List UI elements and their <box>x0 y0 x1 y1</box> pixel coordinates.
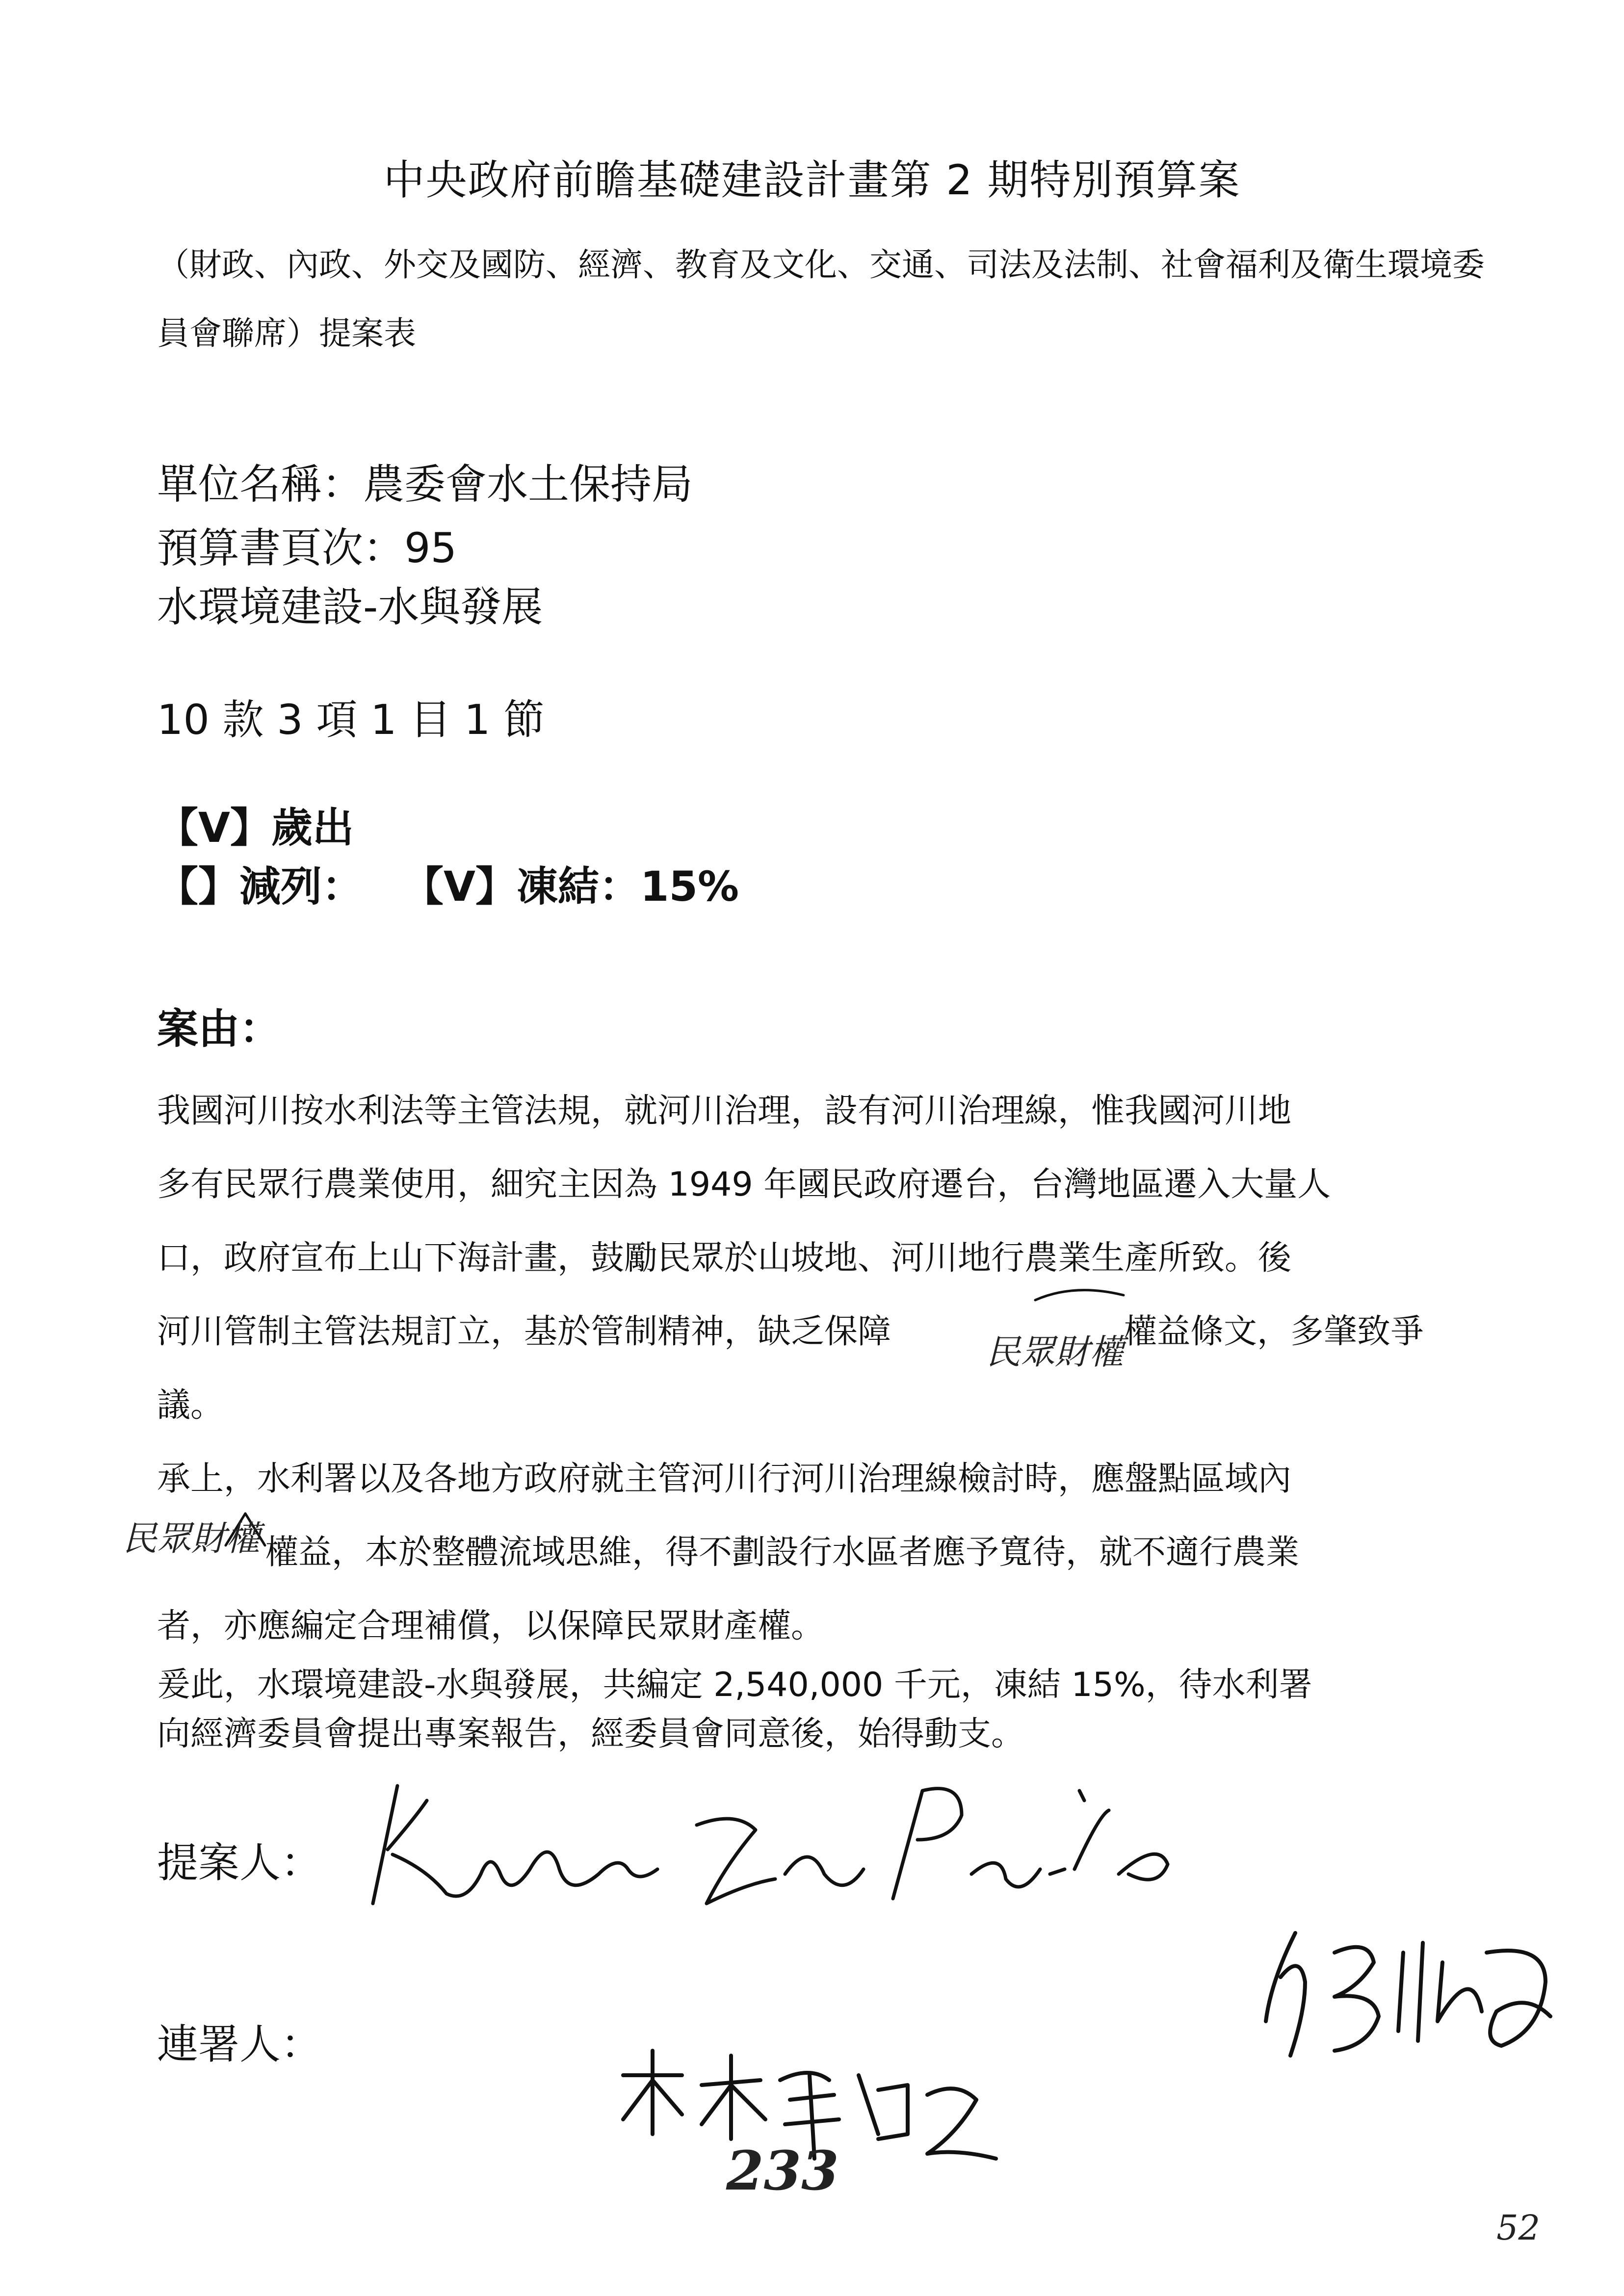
reason-line-4b: 權益條文，多肇致爭 <box>1124 1312 1424 1351</box>
document-title: 中央政府前瞻基礎建設計畫第 2 期特別預算案 <box>383 156 1241 204</box>
handwritten-insert-2: 民眾財權 <box>123 1518 260 1559</box>
reason-line-4a: 河川管制主管法規訂立，基於管制精神，缺乏保障 <box>157 1312 891 1351</box>
budget-page: 預算書頁次：95 <box>157 524 457 572</box>
reason-line-5: 議。 <box>157 1386 224 1425</box>
cosigner-label: 連署人： <box>157 2020 322 2068</box>
reason-line-10: 向經濟委員會提出專案報告，經委員會同意後，始得動支。 <box>157 1715 1025 1753</box>
page-number: 52 <box>1496 2208 1541 2248</box>
budget-section: 10 款 3 項 1 目 1 節 <box>157 696 545 744</box>
handwritten-insert-1: 民眾財權 <box>986 1332 1124 1372</box>
unit-name: 單位名稱：農委會水土保持局 <box>157 460 693 508</box>
reason-line-2: 多有民眾行農業使用，細究主因為 1949 年國民政府遷台，台灣地區遷入大量人 <box>157 1165 1331 1204</box>
reason-line-3: 口，政府宣布上山下海計畫，鼓勵民眾於山坡地、河川地行農業生產所致。後 <box>157 1239 1292 1278</box>
reason-line-1: 我國河川按水利法等主管法規，就河川治理，設有河川治理線，惟我國河川地 <box>157 1092 1292 1130</box>
option-freeze: 【V】凍結：15% <box>402 862 739 911</box>
reason-line-6: 承上，水利署以及各地方政府就主管河川行河川治理線檢討時，應盤點區域內 <box>157 1460 1292 1498</box>
cosigner-signature-2 <box>1251 1923 1570 2070</box>
document-subtitle: （財政、內政、外交及國防、經濟、教育及文化、交通、司法及法制、社會福利及衛生環境委員會聯席）提案表 <box>157 246 1485 352</box>
option-reduce: 【】減列： <box>157 862 364 911</box>
insert-caret-mark <box>1030 1280 1128 1310</box>
reason-line-7: 權益，本於整體流域思維，得不劃設行水區者應予寬待，就不適行農業 <box>265 1533 1300 1572</box>
proposer-signature <box>353 1756 1236 1933</box>
proposer-label: 提案人： <box>157 1839 322 1887</box>
cosigner-number: 233 <box>726 2139 839 2202</box>
reason-heading: 案由： <box>157 1005 281 1053</box>
reason-line-9: 爰此，水環境建設-水與發展，共編定 2,540,000 千元，凍結 15%，待水利署 <box>157 1666 1312 1704</box>
option-expenditure: 【V】歲出 <box>157 804 354 852</box>
program-name: 水環境建設-水與發展 <box>157 583 543 631</box>
reason-line-8: 者，亦應編定合理補償，以保障民眾財產權。 <box>157 1607 825 1645</box>
